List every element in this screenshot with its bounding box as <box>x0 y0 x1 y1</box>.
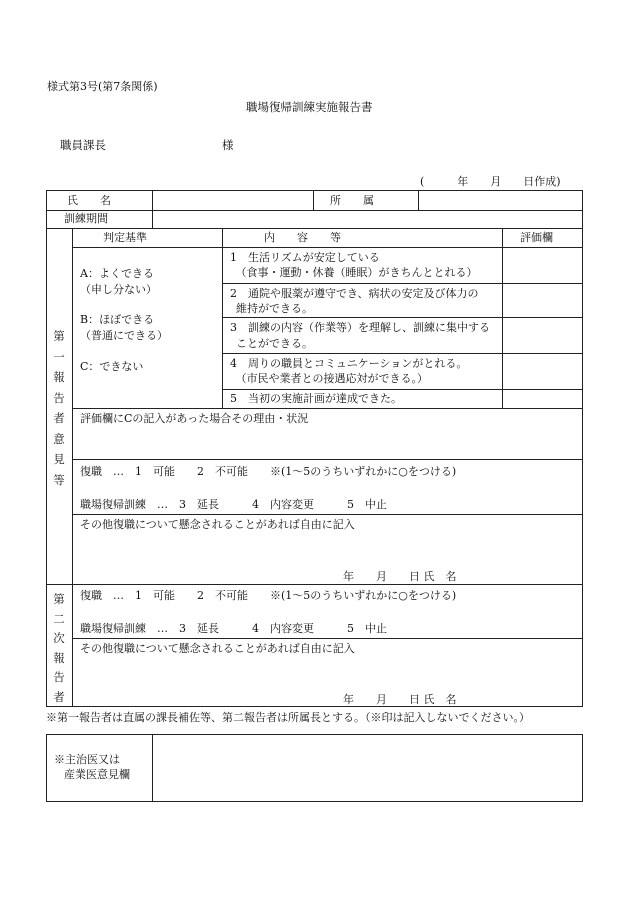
second-training-line: 職場復帰訓練 … 3 延長 4 内容変更 5 中止 <box>80 622 387 635</box>
name-field[interactable] <box>153 191 312 209</box>
affiliation-field[interactable] <box>419 191 582 209</box>
form-number: 様式第3号(第7条関係) <box>47 80 158 93</box>
criteria-header: 判定基準 <box>103 231 147 244</box>
item-4: 4 周りの職員とコミュニケーションがとれる。 <box>230 357 468 370</box>
item-1-note: （食事・運動・休養（睡眠）がきちんととれる） <box>230 266 478 279</box>
training-period-label: 訓練期間 <box>64 212 108 225</box>
honorific: 様 <box>222 138 234 152</box>
item-1: 1 生活リズムが安定している <box>230 251 380 264</box>
item-3: 3 訓練の内容（作業等）を理解し、訓練に集中する <box>230 321 490 334</box>
second-concerns-label: その他復職について懸念されることがあれば自由に記入 <box>80 642 355 655</box>
doctor-label-2: 産業医意見欄 <box>64 768 130 781</box>
affiliation-label: 所 属 <box>330 194 374 207</box>
first-return-line: 復職 … 1 可能 2 不可能 ※(1～5のうちいずれかに○をつける) <box>80 465 457 478</box>
first-signature: 年 月 日 氏 名 <box>343 570 457 583</box>
second-reporter-label: 第 二 次 報 告 者 <box>53 592 65 704</box>
doctor-label-1: ※主治医又は <box>54 753 120 766</box>
item-4-note: （市民や業者との接遇応対ができる。） <box>230 372 428 385</box>
addressee: 職員課長 <box>60 138 106 152</box>
criteria-a-note: （申し分ない） <box>80 283 157 296</box>
first-concerns-label: その他復職について懸念されることがあれば自由に記入 <box>80 518 355 531</box>
criteria-b: B：ほぼできる <box>80 313 155 326</box>
item-3-note: ことができる。 <box>236 337 313 350</box>
eval-field-1[interactable] <box>503 248 582 283</box>
training-period-field[interactable] <box>153 211 582 227</box>
name-label: 氏 名 <box>67 194 111 207</box>
first-training-line: 職場復帰訓練 … 3 延長 4 内容変更 5 中止 <box>80 498 387 511</box>
criteria-c: C：できない <box>80 360 144 373</box>
eval-field-2[interactable] <box>503 284 582 317</box>
criteria-b-note: （普通にできる） <box>80 329 168 342</box>
second-signature: 年 月 日 氏 名 <box>343 693 457 706</box>
item-2: 2 通院や服薬が遵守でき、病状の安定及び体力の <box>230 287 479 300</box>
doctor-opinion-field[interactable] <box>153 735 582 801</box>
date-created: ( 年 月 日作成) <box>420 175 561 188</box>
item-5: 5 当初の実施計画が達成できた。 <box>230 392 402 405</box>
criteria-a: A：よくできる <box>80 267 154 280</box>
first-reporter-label: 第 一 報 告 者 意 見 等 <box>53 329 65 487</box>
evaluation-header: 評価欄 <box>520 231 553 244</box>
eval-field-5[interactable] <box>503 390 582 408</box>
second-return-line: 復職 … 1 可能 2 不可能 ※(1～5のうちいずれかに○をつける) <box>80 589 457 602</box>
content-header: 内 容 等 <box>264 231 341 244</box>
page-title: 職場復帰訓練実施報告書 <box>246 100 373 114</box>
footnote: ※第一報告者は直属の課長補佐等、第二報告者は所属長とする。（※印は記入しないでください。） <box>46 711 530 724</box>
eval-field-4[interactable] <box>503 354 582 389</box>
item-2-note: 維持ができる。 <box>236 302 313 315</box>
eval-field-3[interactable] <box>503 318 582 353</box>
c-reason-label: 評価欄にCの記入があった場合その理由・状況 <box>80 412 309 425</box>
